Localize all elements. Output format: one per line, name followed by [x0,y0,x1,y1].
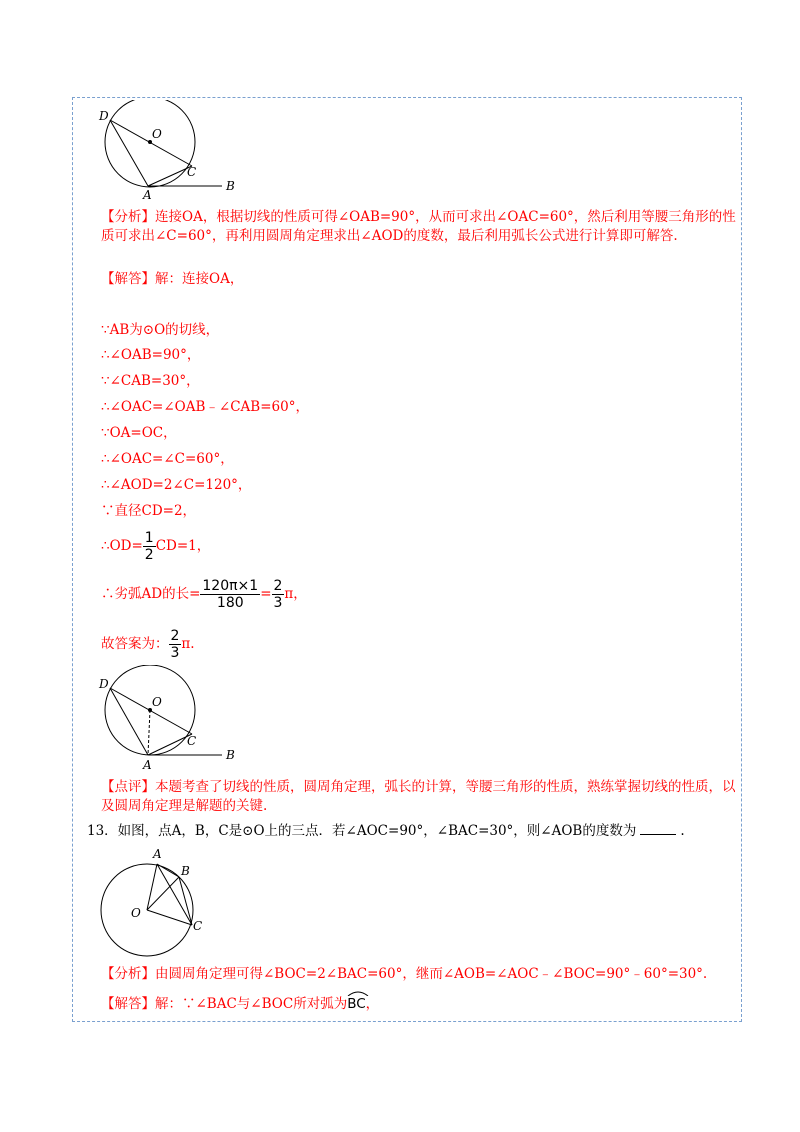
step-7: ∴∠AOD=2∠C=120°， [101,477,252,493]
label-B: B [181,864,190,878]
step-2: ∴∠OAB=90°， [101,347,201,363]
od-line: ∴OD= $\frac{1}{2}$ CD=1， [101,530,211,563]
fraction-result: $\frac{2}{3}$ [273,578,283,611]
question-13: 13．如图，点A，B，C是⊙O上的三点．若∠AOC=90°，∠BAC=30°，则∠AOB的度数为 . [87,823,685,839]
arc-bc: BC [347,995,365,1013]
circle-figure-3 [95,845,225,960]
label-O: O [152,695,162,709]
label-A: A [143,758,152,772]
fraction-arc: $\frac{120\pi\times 1}{180}$ [202,578,259,611]
fraction-half: $\frac{1}{2}$ [144,530,154,563]
circle-figure-2 [95,665,255,775]
label-C: C [193,919,203,933]
label-D: D [99,109,109,123]
answer-blank [640,834,676,835]
step-5: ∵OA=OC， [101,425,177,441]
analysis-1: 【分析】连接OA，根据切线的性质可得∠OAB=90°，从而可求出∠OAC=60°，然后利用等腰三角形的性质可求出∠C=60°，再利用圆周角定理求出∠AOD的度数，最后利用弧长公式进行计算即可解答. [101,209,736,244]
circle-figure-1 [95,100,255,200]
label-A: A [143,188,152,200]
analysis-2: 【分析】由圆周角定理可得∠BOC=2∠BAC=60°，继而∠AOB=∠AOC﹣∠BOC=90°﹣60°=30°. [101,966,708,982]
label-B: B [226,748,235,762]
answer-1-line: 【解答】解：连接OA， [101,271,244,287]
label-C: C [187,734,197,748]
arc-length-line: ∴劣弧AD的长= $\frac{120\pi\times 1}{180}$ = $\frac{2}{3}$ π， [101,578,307,611]
label-C: C [187,165,197,179]
answer-2-line: 【解答】解：∵∠BAC与∠BOC所对弧为 BC， [101,995,379,1013]
label-D: D [99,677,109,691]
step-8: ∵直径CD=2， [101,503,197,519]
label-O: O [131,906,141,920]
step-6: ∴∠OAC=∠C=60°， [101,451,234,467]
label-B: B [226,179,235,193]
final-answer-line: 故答案为： $\frac{2}{3}$ π. [101,628,195,661]
label-O: O [152,127,162,141]
fraction-final: $\frac{2}{3}$ [170,628,180,661]
step-3: ∵∠CAB=30°， [101,373,200,389]
label-A: A [153,847,162,861]
step-4: ∴∠OAC=∠OAB﹣∠CAB=60°， [101,399,309,415]
step-1: ∵AB为⊙O的切线， [101,322,220,338]
comment-1: 【点评】本题考查了切线的性质，圆周角定理，弧长的计算，等腰三角形的性质，熟练掌握切线的性质，以及圆周角定理是解题的关键. [101,779,736,814]
